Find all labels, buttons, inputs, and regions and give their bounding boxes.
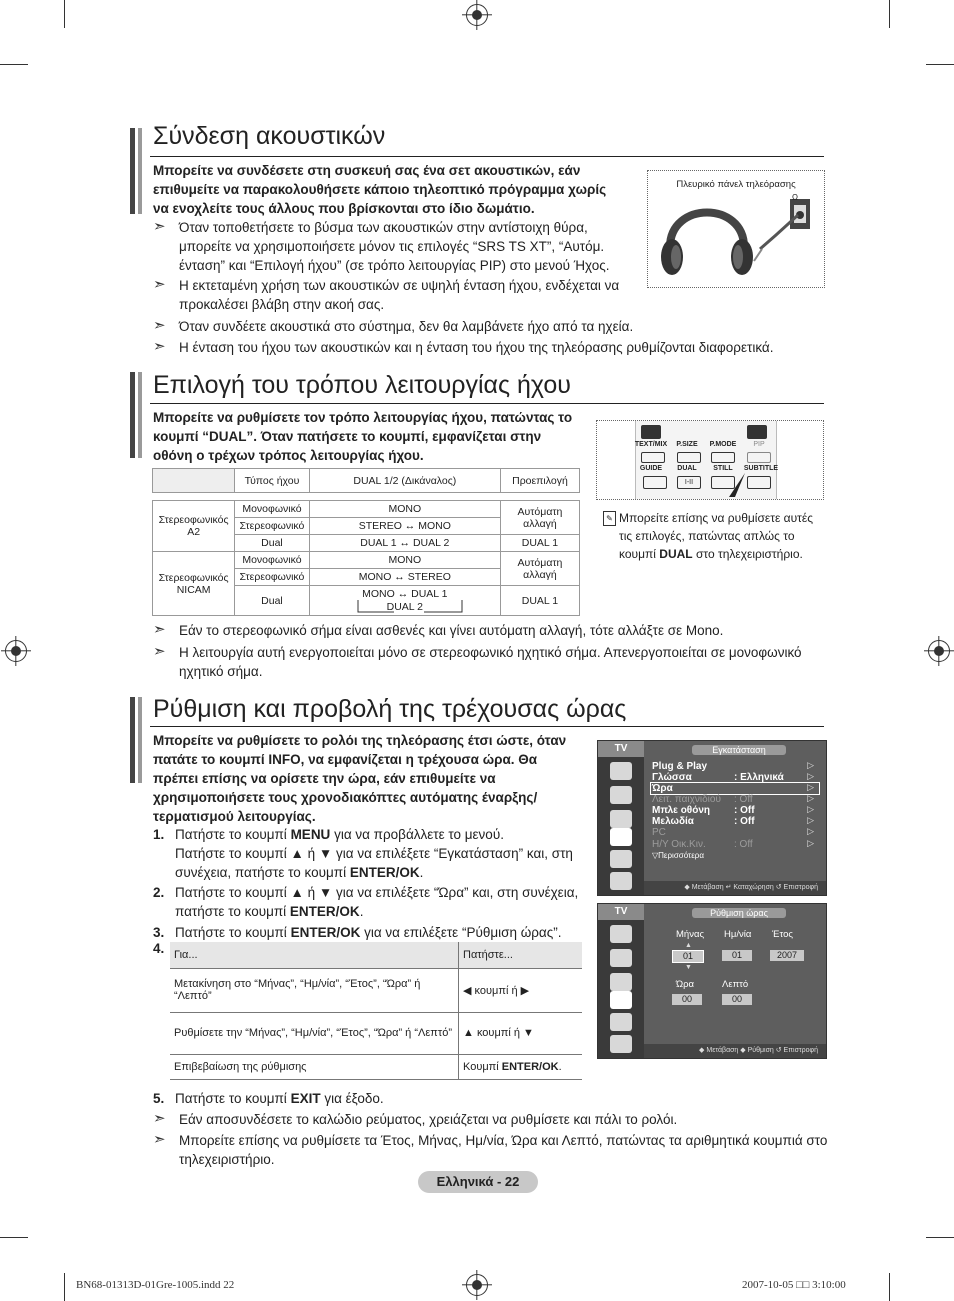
registration-mark-icon: [928, 640, 950, 662]
section-bar: [130, 372, 135, 458]
right-arrow-icon: ▷: [807, 782, 814, 792]
date-slug: 2007-10-05 □□ 3:10:00: [742, 1279, 846, 1291]
dual-button[interactable]: I-II: [677, 476, 701, 489]
application-icon[interactable]: [610, 872, 632, 890]
note-arrow-icon: ➣: [153, 338, 166, 355]
channel-icon[interactable]: [610, 810, 632, 828]
osd-footer-hints: ◆ Μετάβαση ◆ Ρύθμιση ↺ Επιστροφή: [644, 1044, 826, 1058]
sound-mode-table: Τύπος ήχου DUAL 1/2 (Δικάναλος) Προεπιλογή Στερεοφωνικός A2 Μονοφωνικό MONO Αυτόματη αλλαγή Στερεοφωνικό STEREO ↔ MONO Dual DUAL 1 ↔ DUAL 2 DUAL 1 Στερεοφωνικός NICAM Μονοφωνικό MONO Αυτόματη αλλαγή Στερεοφωνικό MONO ↔ STEREO Dual MONO ↔ DUAL 1 DUAL 2 DUAL 1: [152, 468, 580, 616]
minute-field[interactable]: 00: [722, 994, 752, 1005]
note: ➣ Η λειτουργία αυτή ενεργοποιείται μόνο σε στερεοφωνικό ηχητικό σήμα. Απενεργοποιείται σε μονοφωνικό ηχητικό σήμα.: [153, 643, 802, 679]
sound-icon[interactable]: [610, 949, 632, 967]
registration-mark-icon: [466, 1274, 488, 1296]
color-button[interactable]: [641, 425, 661, 439]
input-icon[interactable]: [610, 1013, 632, 1031]
note-arrow-icon: ➣: [153, 643, 166, 660]
crop-mark: [889, 0, 890, 28]
file-slug: BN68-01313D-01Gre-1005.indd 22: [76, 1279, 235, 1291]
osd-setup-menu: TV Εγκατάσταση Plug & Play ▷ Γλώσσα : Ελληνικά ▷ Ώρα ▷ Λειτ. παιχνιδιού : Off ▷ Μπλε οθόνη : Off ▷ Μελωδία : Off ▷ PC ▷ Η/Υ Οικ.Κιν. : Off ▷ ▽Περισσότερα ◆ Μετάβαση ↵ Καταχώρηση ↺ Επιστροφή: [597, 740, 827, 896]
note: ➣ Η εκτεταμένη χρήση των ακουστικών σε υψηλή ένταση ήχου, ενδέχεται να προκαλέσει βλάβη στην ακοή σας.: [153, 276, 620, 312]
color-button[interactable]: [747, 425, 767, 439]
sound-icon[interactable]: [610, 786, 632, 804]
psize-button[interactable]: [677, 452, 701, 463]
right-arrow-icon: ▷: [807, 804, 814, 814]
right-arrow-icon: ▷: [807, 815, 814, 825]
remote-tip: ✎ Μπορείτε επίσης να ρυθμίσετε αυτές τις επιλογές, πατώντας απλώς το κουμπί DUAL στο τηλεχειριστήριο.: [603, 509, 825, 563]
note: ➣ Εάν το στερεοφωνικό σήμα είναι ασθενές και γίνει αυτόματη αλλαγή, τότε αλλάξτε σε Mono.: [153, 621, 724, 638]
note: ➣ Όταν συνδέετε ακουστικά στο σύστημα, δεν θα λαμβάνετε ήχο από τα ηχεία.: [153, 317, 634, 334]
step-5: 5. Πατήστε το κουμπί EXIT για έξοδο.: [153, 1091, 384, 1106]
pointer-arrow-icon: [723, 469, 753, 499]
input-icon[interactable]: [610, 850, 632, 868]
pip-button[interactable]: [747, 452, 771, 463]
crop-mark: [926, 1237, 954, 1238]
picture-icon[interactable]: [610, 762, 632, 780]
guide-button[interactable]: [643, 476, 667, 489]
osd-footer-hints: ◆ Μετάβαση ↵ Καταχώρηση ↺ Επιστροφή: [644, 881, 826, 895]
crop-mark: [0, 1237, 28, 1238]
section-rule: [150, 156, 824, 157]
note-arrow-icon: ➣: [153, 276, 166, 293]
osd-menu-title: Ρύθμιση ώρας: [692, 908, 786, 918]
year-field[interactable]: 2007: [770, 950, 804, 961]
setup-gear-icon[interactable]: [610, 828, 632, 846]
text-mix-button[interactable]: [641, 452, 665, 463]
crop-mark: [0, 64, 28, 65]
setup-gear-icon[interactable]: [610, 991, 632, 1009]
right-arrow-icon: ▷: [807, 838, 814, 848]
note: ➣ Μπορείτε επίσης να ρυθμίσετε τα Έτος, Μήνας, Ημ/νία, Ώρα και Λεπτό, πατώντας τα αριθμητικά κουμπιά στο τηλεχειριστήριο.: [153, 1131, 828, 1167]
headphones-illustration: [647, 170, 825, 288]
application-icon[interactable]: [610, 1035, 632, 1053]
section-bar: [138, 697, 142, 783]
page-number: Ελληνικά - 22: [418, 1171, 538, 1193]
osd-menu-title: Εγκατάσταση: [692, 745, 786, 755]
picture-icon[interactable]: [610, 925, 632, 943]
section-title-headphones: Σύνδεση ακουστικών: [153, 122, 386, 150]
note-arrow-icon: ➣: [153, 317, 166, 334]
headphones-icon: [648, 171, 824, 287]
note-arrow-icon: ➣: [153, 1110, 166, 1127]
pmode-button[interactable]: [711, 452, 735, 463]
note-arrow-icon: ➣: [153, 1131, 166, 1148]
section-bar: [130, 128, 135, 214]
registration-mark-icon: [466, 4, 488, 26]
more-items[interactable]: ▽Περισσότερα: [652, 851, 704, 860]
sound-mode-intro: Μπορείτε να ρυθμίσετε τον τρόπο λειτουργίας ήχου, πατώντας το κουμπί “DUAL”. Όταν πατήσετε το κουμπί, εμφανίζεται στην οθόνη ο τρέχων τρόπος λειτουργίας ήχου.: [153, 410, 573, 463]
note: ➣ Εάν αποσυνδέσετε το καλώδιο ρεύματος, χρειάζεται να ρυθμίσετε και πάλι το ρολόι.: [153, 1110, 678, 1127]
note-arrow-icon: ➣: [153, 218, 166, 235]
day-field[interactable]: 01: [722, 950, 752, 961]
headphones-intro: Μπορείτε να συνδέσετε στη συσκευή σας ένα σετ ακουστικών, εάν επιθυμείτε να παρακολουθήσετε κάποιο τηλεοπτικό πρόγραμμα χωρίς να ενοχλείτε τους άλλους που βρίσκονται στο ίδιο δωμάτιο.: [153, 163, 607, 216]
up-arrow-icon: ▲: [685, 942, 692, 949]
note: ➣ Η ένταση του ήχου των ακουστικών και η ένταση του ήχου της τηλεόρασης ρυθμίζονται διαφορετικά.: [153, 338, 774, 355]
month-field[interactable]: 01: [672, 950, 704, 963]
registration-mark-icon: [5, 640, 27, 662]
section-rule: [150, 726, 824, 727]
osd-clock-menu: TV Ρύθμιση ώρας Μήνας Ημ/νία Έτος ▲ 01 ▼ 01 2007 Ώρα Λεπτό 00 00 ◆ Μετάβαση ◆ Ρύθμιση ↺ Επιστροφή: [597, 903, 827, 1059]
right-arrow-icon: ▷: [807, 760, 814, 770]
headphone-jack-symbol: Ω: [792, 193, 798, 202]
section-rule: [150, 403, 824, 404]
cycle-arrow-icon: [354, 594, 468, 614]
section-bar: [138, 128, 142, 214]
right-arrow-icon: ▷: [807, 793, 814, 803]
crop-mark: [926, 64, 954, 65]
hour-field[interactable]: 00: [672, 994, 702, 1005]
clock-settings-table: Για... Πατήστε... Μετακίνηση στο “Μήνας”, “Ημ/νία”, “Έτος”, “Ώρα” ή “Λεπτό” ◀ κουμπί ή ▶ Ρυθμίσετε την “Μήνας”, “Ημ/νία”, “Έτος”, “Ώρα” ή “Λεπτό” ▲ κουμπί ή ▼ Επιβεβαίωση της ρύθμισης Κουμπί ENTER/OK.: [170, 942, 582, 1080]
note: ➣ Όταν τοποθετήσετε το βύσμα των ακουστικών στην αντίστοιχη θύρα, μπορείτε να χρησιμοποιήσετε μόνον τις επιλογές “SRS TS XT”, “Αυτόμ. ένταση” και “Επιλογή ήχου” (σε τρόπο λειτουργίας PIP) στο μενού Ήχος.: [153, 218, 610, 273]
note-arrow-icon: ➣: [153, 621, 166, 638]
right-arrow-icon: ▷: [807, 771, 814, 781]
down-arrow-icon: ▼: [685, 964, 692, 971]
clock-intro: Μπορείτε να ρυθμίσετε το ρολόι της τηλεόρασης έτσι ώστε, όταν πατάτε το κουμπί INFO, να εμφανίζεται η τρέχουσα ώρα. Θα πρέπει επίσης να ορίσετε την ώρα, εάν επιθυμείτε να χρησιμοποιήσετε τους χρονοδιακόπτες αυτόματης έναρξης/τερματισμού λειτουργίας.: [153, 733, 567, 824]
remote-illustration: TEXT/MIX P.SIZE P.MODE PIP GUIDE DUAL STILL SUBTITLE I-II: [596, 420, 824, 500]
section-title-sound-mode: Επιλογή του τρόπου λειτουργίας ήχου: [153, 371, 571, 399]
panel-label: Πλευρικό πάνελ τηλεόρασης: [676, 179, 796, 190]
channel-icon[interactable]: [610, 973, 632, 991]
section-bar: [130, 697, 135, 783]
right-arrow-icon: ▷: [807, 826, 814, 836]
crop-mark: [889, 1273, 890, 1301]
crop-mark: [64, 1273, 65, 1301]
section-bar: [138, 372, 142, 458]
crop-mark: [64, 0, 65, 28]
note-pencil-icon: ✎: [603, 511, 616, 526]
section-title-clock: Ρύθμιση και προβολή της τρέχουσας ώρας: [153, 695, 627, 723]
